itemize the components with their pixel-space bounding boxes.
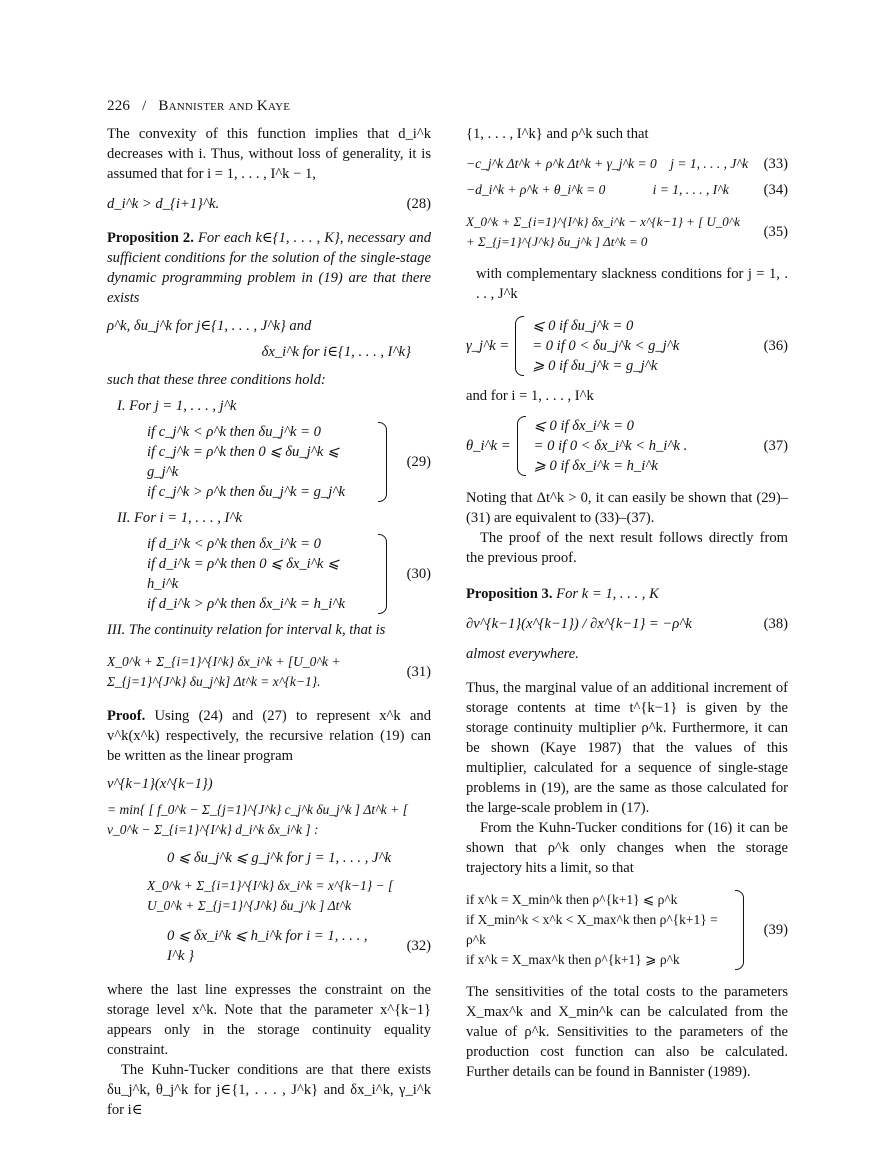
equation-36 <box>466 316 788 376</box>
right-brace <box>735 890 744 970</box>
proof-title: Proof. <box>107 708 146 724</box>
page-number: 226 <box>107 98 131 114</box>
lp-objective: = min{ [ f_0^k − Σ_{j=1}^{J^k} c_j^k δu_j^k ] Δt^k + [ v_0^k − Σ_{i=1}^{I^k} d_i^k δx_i^k ] : <box>107 802 408 837</box>
proposition-2-exists-1: ρ^k, δu_j^k for j∈{1, . . . , J^k} and <box>107 318 312 334</box>
lp-constraint-1: 0 ⩽ δu_j^k ⩽ g_j^k for j = 1, . . . , J^k <box>167 850 392 866</box>
equation-33-number: (33) <box>763 156 788 172</box>
equation-30-line: if d_i^k = ρ^k then 0 ⩽ δx_i^k ⩽ h_i^k <box>147 556 340 592</box>
slackness-text: with complementary slackness conditions for j = 1, . . . , J^k <box>476 266 788 302</box>
equation-30-lines <box>147 534 368 614</box>
proof-paragraph <box>107 706 431 766</box>
condition-3-label: III. The continuity relation for interval k, that is <box>107 622 386 638</box>
equation-33 <box>466 154 788 174</box>
header-separator: / <box>142 98 147 114</box>
equation-37 <box>466 416 788 476</box>
equation-37-lhs: θ_i^k = <box>466 438 511 454</box>
equation-35 <box>466 212 788 252</box>
condition-1-label: I. For j = 1, . . . , j^k <box>117 398 237 414</box>
running-header <box>107 98 290 115</box>
equation-36-line: ⩽ 0 if δu_j^k = 0 <box>532 318 634 334</box>
equation-30-line: if d_i^k > ρ^k then δx_i^k = h_i^k <box>147 596 345 612</box>
equation-32-number: (32) <box>406 938 431 954</box>
thus-paragraph: Thus, the marginal value of an additional increment of storage contents at time t^{k−1} is given by the storage continuity multiplier ρ^k. Furthermore, it can be shown (Kaye 1987) that the values of this multiplier, calculated for a sequence of single-stage problems in (19), are the same as those calculated for the large-scale problem in (17). <box>466 680 788 816</box>
equation-38 <box>466 614 788 634</box>
almost-everywhere: almost everywhere. <box>466 646 579 662</box>
continued-text: {1, . . . , I^k} and ρ^k such that <box>466 126 649 142</box>
equation-29-line: if c_j^k > ρ^k then δu_j^k = g_j^k <box>147 484 345 500</box>
equation-39-line: if x^k = X_max^k then ρ^{k+1} ⩾ ρ^k <box>466 952 680 967</box>
equation-28 <box>107 194 431 214</box>
equation-39-line: if X_min^k < x^k < X_max^k then ρ^{k+1} = ρ^k <box>466 912 718 947</box>
lp-constraint-3: 0 ⩽ δx_i^k ⩽ h_i^k for i = 1, . . . , I^k } <box>167 928 368 964</box>
proof-text: Using (24) and (27) to represent x^k and v^k(x^k) respectively, the recursive relation (19) can be written as the linear program <box>107 708 431 764</box>
sensitivities-paragraph: The sensitivities of the total costs to the parameters X_max^k and X_min^k can be calculated from the value of ρ^k. Sensitivities to the parameters of the production cost function can also be calculated. Further details can be found in Bannister (1989). <box>466 984 788 1080</box>
equation-36-line: = 0 if 0 < δu_j^k < g_j^k <box>532 338 680 354</box>
equation-39 <box>466 890 788 970</box>
left-brace <box>517 416 526 476</box>
equation-30-line: if d_i^k < ρ^k then δx_i^k = 0 <box>147 536 321 552</box>
equation-34-body: −d_i^k + ρ^k + θ_i^k = 0 i = 1, . . . , I^k <box>466 182 729 197</box>
equation-30 <box>107 534 431 614</box>
equation-28-number: (28) <box>406 196 431 212</box>
equation-34 <box>466 180 788 200</box>
equation-31-number: (31) <box>406 664 431 680</box>
equation-31 <box>107 652 431 692</box>
equation-29-number: (29) <box>406 454 431 470</box>
proposition-2-hold: such that these three conditions hold: <box>107 372 326 388</box>
equation-30-number: (30) <box>406 566 431 582</box>
lp-constraint-2: X_0^k + Σ_{i=1}^{I^k} δx_i^k = x^{k−1} − [ U_0^k + Σ_{j=1}^{J^k} δu_j^k ] Δt^k <box>147 878 394 913</box>
equation-33-body: −c_j^k Δt^k + ρ^k Δt^k + γ_j^k = 0 j = 1, . . . , J^k <box>466 156 749 171</box>
after-lp-paragraph: where the last line expresses the constraint on the storage level x^k. Note that the parameter x^{k−1} appears only in the storage continuity equality constraint. <box>107 982 431 1058</box>
equation-36-lhs: γ_j^k = <box>466 338 510 354</box>
proposition-2-text: For each k∈{1, . . . , K}, necessary and sufficient conditions for the solution of the single-stage dynamic programming problem in (19) are that there exists <box>107 230 431 306</box>
from-kt-paragraph: From the Kuhn-Tucker conditions for (16) it can be shown that ρ^k only changes when the storage trajectory hits a limit, so that <box>466 820 788 876</box>
proposition-3 <box>466 584 788 604</box>
proposition-3-title: Proposition 3. <box>466 586 553 602</box>
equation-38-body: ∂v^{k−1}(x^{k−1}) / ∂x^{k−1} = −ρ^k <box>466 616 692 632</box>
equation-29-line: if c_j^k = ρ^k then 0 ⩽ δu_j^k ⩽ g_j^k <box>147 444 340 480</box>
proposition-2-title: Proposition 2. <box>107 230 194 246</box>
right-brace <box>378 422 387 502</box>
equation-37-line: ⩾ 0 if δx_i^k = h_i^k <box>533 458 658 474</box>
equation-35-body: X_0^k + Σ_{i=1}^{I^k} δx_i^k − x^{k−1} + [ U_0^k + Σ_{j=1}^{J^k} δu_j^k ] Δt^k = 0 <box>466 214 741 249</box>
equation-39-lines <box>466 890 725 970</box>
proposition-2 <box>107 228 431 308</box>
noting-paragraph: Noting that Δt^k > 0, it can easily be shown that (29)–(31) are equivalent to (33)–(37). <box>466 490 788 526</box>
left-column <box>107 124 431 1120</box>
equation-36-line: ⩾ 0 if δu_j^k = g_j^k <box>532 358 658 374</box>
equation-29 <box>107 422 431 502</box>
equation-31-body: X_0^k + Σ_{i=1}^{I^k} δx_i^k + [U_0^k + Σ_{j=1}^{J^k} δu_j^k] Δt^k = x^{k−1}. <box>107 654 341 689</box>
right-column <box>466 124 788 1082</box>
equation-37-number: (37) <box>763 438 788 454</box>
equation-37-line: ⩽ 0 if δx_i^k = 0 <box>533 418 634 434</box>
proposition-2-exists-2: δx_i^k for i∈{1, . . . , I^k} <box>261 344 411 360</box>
condition-2-label: II. For i = 1, . . . , I^k <box>117 510 243 526</box>
proof-next-paragraph: The proof of the next result follows directly from the previous proof. <box>466 530 788 566</box>
equation-29-lines <box>147 422 368 502</box>
equation-36-lines <box>532 316 679 376</box>
and-for-text: and for i = 1, . . . , I^k <box>466 388 594 404</box>
kuhn-tucker-paragraph: The Kuhn-Tucker conditions are that there exists δu_j^k, θ_j^k for j∈{1, . . . , J^k} and δx_i^k, γ_i^k for i∈ <box>107 1062 431 1118</box>
equation-35-number: (35) <box>763 224 788 240</box>
right-brace <box>378 534 387 614</box>
proposition-3-text: For k = 1, . . . , K <box>556 586 659 602</box>
equation-29-line: if c_j^k < ρ^k then δu_j^k = 0 <box>147 424 321 440</box>
equation-39-number: (39) <box>763 922 788 938</box>
equation-32 <box>107 926 431 966</box>
equation-34-number: (34) <box>763 182 788 198</box>
intro-paragraph: The convexity of this function implies that d_i^k decreases with i. Thus, without loss of generality, it is assumed that for i = 1, . . . , I^k − 1, <box>107 126 431 182</box>
equation-37-lines <box>534 416 688 476</box>
lp-lhs: v^{k−1}(x^{k−1}) <box>107 776 213 792</box>
equation-28-body: d_i^k > d_{i+1}^k. <box>107 196 220 212</box>
equation-38-number: (38) <box>763 616 788 632</box>
equation-37-line: = 0 if 0 < δx_i^k < h_i^k . <box>533 438 688 454</box>
equation-39-line: if x^k = X_min^k then ρ^{k+1} ⩽ ρ^k <box>466 892 678 907</box>
equation-36-number: (36) <box>763 338 788 354</box>
left-brace <box>515 316 524 376</box>
running-title: Bannister and Kaye <box>158 98 291 114</box>
